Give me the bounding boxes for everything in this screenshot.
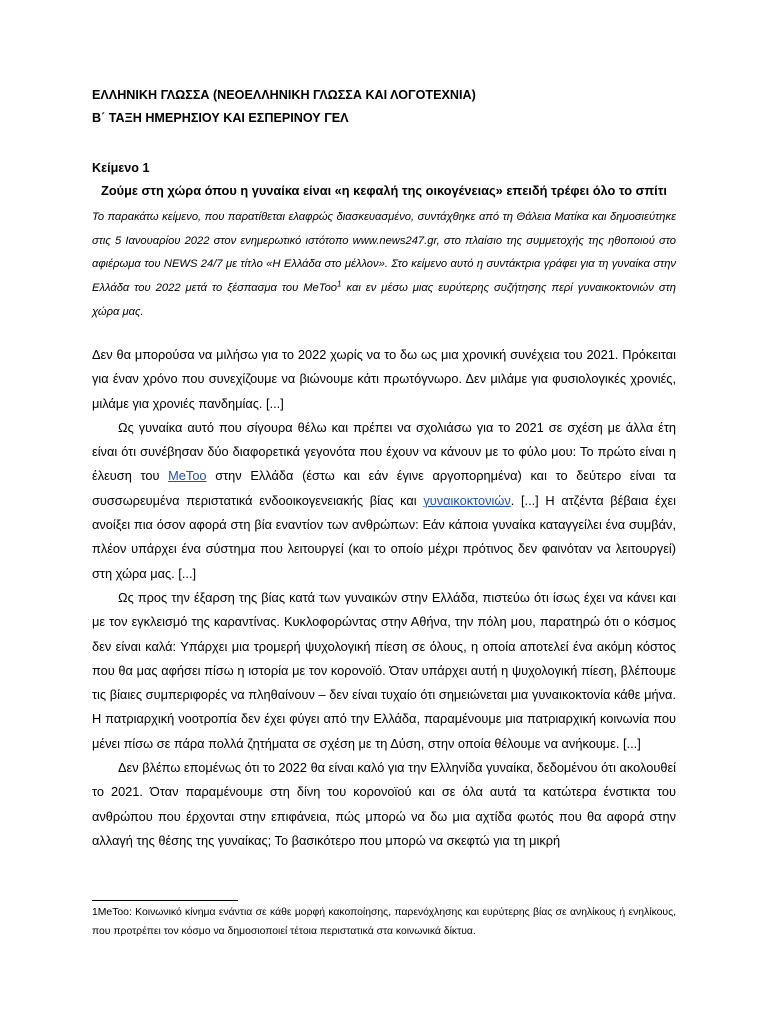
paragraph-3: Ως προς την έξαρση της βίας κατά των γυναικών στην Ελλάδα, πιστεύω ότι ίσως έχει να κάνει και με τον εγκλεισμό της καραντίνας. Κυκλοφορώντας στην Αθήνα, την πόλη μου, παρατηρώ ότι ο κόσμος δεν είναι καλά: Υπάρχει μια τρομερή ψυχολογική πίεση σε όλους, η οποία αποτελεί ένα ακόμη κόστος που θα μας αφήσει πίσω η ιστορία με τον κορονοϊό. Όταν υπάρχει αυτή η ψυχολογική πίεση, βλέπουμε τις βίαιες συμπεριφορές να πληθαίνουν – δεν είναι τυχαίο ότι σημειώνεται μια γυναικοκτονία κάθε μήνα. Η πατριαρχική νοοτροπία δεν έχει φύγει από την Ελλάδα, παραμένουμε μια πατριαρχική κοινωνία που μένει πίσω σε πάρα πολλά ζητήματα σε σχέση με τη Δύση, στην οποία θέλουμε να ανήκουμε. [...] (92, 589, 676, 751)
paragraph-1: Δεν θα μπορούσα να μιλήσω για το 2022 χωρίς να το δω ως μια χρονική συνέχεια του 2021. Πρόκειται για έναν χρόνο που συνεχίζουμε να βιώνουμε κάτι πρωτόγνωρο. Δεν μιλάμε για φυσιολογικές χρονιές, μιλάμε για χρονιές πανδημίας. [...] (92, 347, 676, 411)
footnote-ref: 1 (337, 279, 342, 289)
text-label: Κείμενο 1 (92, 161, 150, 175)
class-line: Β΄ ΤΑΞΗ ΗΜΕΡΗΣΙΟΥ ΚΑΙ ΕΣΠΕΡΙΝΟΥ ΓΕΛ (92, 111, 349, 125)
femicides-link[interactable]: γυναικοκτονιών (423, 492, 511, 508)
paragraph-2-text-a: Ως γυναίκα αυτό που σίγουρα θέλω και πρέπει να σχολιάσω για το 2021 σε σχέση με άλλα έτη είναι ότι συνέβησαν δύο διαφορετικά γεγονότα που έχουν να κάνουν με το φύλο μου: Το πρώτο είναι η έλευση του (92, 419, 676, 484)
paragraph-4: Δεν βλέπω επομένως ότι το 2022 θα είναι καλό για την Ελληνίδα γυναίκα, δεδομένου ότι ακολουθεί το 2021. Όταν παραμένουμε στη δίνη του κορονοϊού και σε όλα αυτά τα κατώτερα ένστικτα του ανθρώπου που έρχονται στην επιφάνεια, πώς μπορώ να δω μια αχτίδα φωτός που θα αφορά στην αλλαγή της θέσης της γυναίκας; Το βασικότερο που μπορώ να σκεφτώ για τη μικρή (92, 760, 676, 848)
paragraph-2-text-c: . [...] Η ατζέντα βέβαια έχει ανοίξει πια όσον αφορά στη βία εναντίον των ανθρώπων: Εάν κάποια γυναίκα καταγγείλει ένα συμβάν, πλέον υπάρχει ένα σύστημα που λειτουργεί (και το οποίο μέχρι πρότινος δεν φαινόταν να λειτουργεί) στη χώρα μας. [...] (92, 492, 676, 581)
intro-text-end: και εν μέσω μιας ευρύτερης συζήτησης περί γυναικοκτονιών στη χώρα μας. (92, 282, 676, 318)
intro-text: Το παρακάτω κείμενο, που παρατίθεται ελαφρώς διασκευασμένο, συντάχθηκε από τη Θάλεια Ματίκα και δημοσιεύτηκε στις 5 Ιανουαρίου 2022 στον ενημερωτικό ιστότοπο www.news247.gr, στο πλαίσιο της συμμετοχής της ηθοποιού στο αφιέρωμα του NEWS 24/7 με τίτλο «Η Ελλάδα στο μέλλον». Στο κείμενο αυτό η συντάκτρια γράφει για τη γυναίκα στην Ελλάδα του 2022 μετά το ξέσπασμα του MeToo (92, 211, 676, 295)
footnote-divider (92, 900, 238, 901)
footnote: 1MeToo: Κοινωνικό κίνημα ενάντια σε κάθε μορφή κακοποίησης, παρενόχλησης και ευρύτερης βίας σε ανηλίκους ή ενηλίκους, που προτρέπει τον κόσμο να δημοσιοποιεί τέτοια περιστατικά στα κοινωνικά δίκτυα. (92, 907, 676, 937)
intro-paragraph (92, 206, 676, 325)
paragraph-2-text-b: στην Ελλάδα (έστω και εάν έγινε αργοπορημένα) και το δεύτερο είναι τα συσσωρευμένα περιστατικά ενδοοικογενειακής βίας και (92, 468, 677, 508)
article-title: Ζούμε στη χώρα όπου η γυναίκα είναι «η κεφαλή της οικογένειας» επειδή τρέφει όλο το σπίτι (101, 183, 667, 198)
paragraph-2 (92, 416, 676, 586)
metoo-link[interactable]: MeToo (168, 468, 207, 484)
exam-title: ΕΛΛΗΝΙΚΗ ΓΛΩΣΣΑ (ΝΕΟΕΛΛΗΝΙΚΗ ΓΛΩΣΣΑ ΚΑΙ ΛΟΓΟΤΕΧΝΙΑ) (92, 88, 476, 102)
article-body (92, 343, 676, 853)
